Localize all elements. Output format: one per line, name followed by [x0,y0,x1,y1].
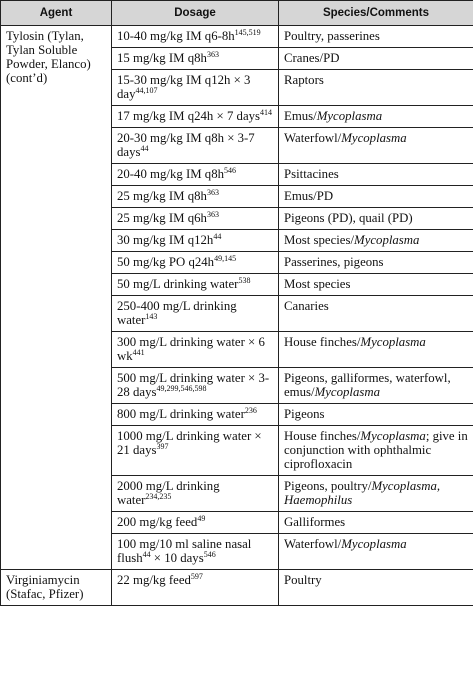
text-run: Poultry [284,573,322,587]
dosage-cell [112,128,279,164]
reference-superscript: 538 [238,276,251,285]
text-run: 25 mg/kg IM q6h [117,211,207,225]
text-run: Pigeons (PD), quail (PD) [284,211,413,225]
reference-superscript: 44 [213,232,222,241]
header-species-comments: Species/Comments [279,1,473,26]
text-run: Pigeons, galliformes, waterfowl, emus/ [284,371,451,399]
species-comments-cell [279,128,473,164]
table-header [1,1,473,26]
text-run: 200 mg/kg feed [117,515,198,529]
reference-superscript: 363 [206,50,219,59]
text-run: 250-400 mg/L drinking water [117,299,237,327]
species-comments-cell [279,296,473,332]
text-run: Waterfowl/ [284,537,342,551]
text-run: 500 mg/L drinking water × 3-28 days [117,371,270,399]
text-run: Raptors [284,73,324,87]
text-run: 15 mg/kg IM q8h [117,51,207,65]
text-run: Cranes/PD [284,51,340,65]
reference-superscript: 546 [224,166,236,175]
organism-name: Mycoplasma [360,335,426,349]
text-run: Passerines, pigeons [284,255,384,269]
text-run: 30 mg/kg IM q12h [117,233,214,247]
species-comments-cell [279,570,473,606]
table-row [1,26,473,48]
species-comments-cell [279,26,473,48]
text-run: 20-30 mg/kg IM q8h × 3-7 days [117,131,255,159]
text-run: Psittacines [284,167,339,181]
reference-superscript: 597 [190,572,203,581]
text-run: Waterfowl/ [284,131,342,145]
species-comments-cell [279,252,473,274]
dosage-cell [112,332,279,368]
organism-name: Mycoplasma, Haemophilus [284,479,441,507]
species-comments-cell [279,186,473,208]
species-comments-cell [279,230,473,252]
reference-superscript: 49 [197,514,206,523]
text-run: Pigeons [284,407,325,421]
text-run: 22 mg/kg feed [117,573,191,587]
text-run: 100 mg/10 ml saline nasal flush [117,537,252,565]
text-run: 15-30 mg/kg IM q12h × 3 day [117,73,251,101]
dosage-cell [112,186,279,208]
species-comments-cell [279,534,473,570]
text-run: House finches/ [284,335,361,349]
table-row [1,570,473,606]
dosage-cell [112,534,279,570]
species-comments-cell [279,106,473,128]
species-comments-cell [279,332,473,368]
text-run: 300 mg/L drinking water × 6 wk [117,335,265,363]
species-comments-cell [279,426,473,476]
agent-cell: Tylosin (Tylan, Tylan Soluble Powder, Elanco) (cont’d) [1,26,112,570]
reference-superscript: 49,299,546,598 [156,384,207,393]
species-comments-cell [279,512,473,534]
dosage-cell [112,48,279,70]
reference-superscript: 143 [145,312,158,321]
dosage-cell [112,70,279,106]
text-run: Poultry, passerines [284,29,380,43]
dosage-cell [112,106,279,128]
species-comments-cell [279,368,473,404]
species-comments-cell [279,48,473,70]
organism-name: Mycoplasma [354,233,420,247]
species-comments-cell [279,404,473,426]
dosage-cell [112,426,279,476]
reference-superscript: 44 [140,144,149,153]
species-comments-cell [279,70,473,106]
text-run: Most species/ [284,233,355,247]
text-run: House finches/ [284,429,361,443]
organism-name: Mycoplasma [316,109,383,123]
text-run: Emus/PD [284,189,334,203]
dosage-cell [112,274,279,296]
text-run: 2000 mg/L drinking water [117,479,220,507]
text-run: 10-40 mg/kg IM q6-8h [117,29,235,43]
organism-name: Mycoplasma [341,537,407,551]
dosage-cell [112,368,279,404]
reference-superscript: 44,107 [135,86,158,95]
reference-superscript: 414 [260,108,273,117]
dosage-cell [112,512,279,534]
text-run: 800 mg/L drinking water [117,407,245,421]
reference-superscript: 363 [206,210,219,219]
dosage-cell [112,208,279,230]
dosage-cell [112,476,279,512]
reference-superscript: 363 [206,188,219,197]
organism-name: Mycoplasma [314,385,380,399]
text-run: × 10 days [150,551,204,565]
reference-superscript: 397 [156,442,169,451]
text-run: Emus/ [284,109,317,123]
reference-superscript: 44 [142,550,151,559]
text-run: Pigeons, poultry/ [284,479,372,493]
text-run: Galliformes [284,515,346,529]
dosage-cell [112,404,279,426]
dosage-cell [112,164,279,186]
dosage-cell [112,26,279,48]
text-run: 25 mg/kg IM q8h [117,189,207,203]
text-run: 50 mg/L drinking water [117,277,239,291]
dosage-cell [112,570,279,606]
text-run: 50 mg/kg PO q24h [117,255,215,269]
header-agent: Agent [1,1,112,26]
reference-superscript: 145,519 [234,28,261,37]
dosage-cell [112,230,279,252]
species-comments-cell [279,476,473,512]
text-run: 20-40 mg/kg IM q8h [117,167,224,181]
organism-name: Mycoplasma [341,131,407,145]
dosage-cell [112,252,279,274]
reference-superscript: 441 [132,348,145,357]
organism-name: Mycoplasma [360,429,426,443]
text-run: 17 mg/kg IM q24h × 7 days [117,109,261,123]
text-run: ; give in conjunction with ophthalmic ciprofloxacin [284,429,468,471]
text-run: Canaries [284,299,329,313]
reference-superscript: 236 [244,406,257,415]
reference-superscript: 546 [203,550,216,559]
text-run: Most species [284,277,351,291]
header-dosage: Dosage [112,1,279,26]
species-comments-cell [279,164,473,186]
species-comments-cell [279,208,473,230]
agent-cell: Virginiamycin (Stafac, Pfizer) [1,570,112,606]
dosage-cell [112,296,279,332]
reference-superscript: 49,145 [214,254,237,263]
reference-superscript: 234,235 [145,492,172,501]
text-run: 1000 mg/L drinking water × 21 days [117,429,262,457]
agent-group [1,570,473,606]
agent-group [1,26,473,570]
species-comments-cell [279,274,473,296]
